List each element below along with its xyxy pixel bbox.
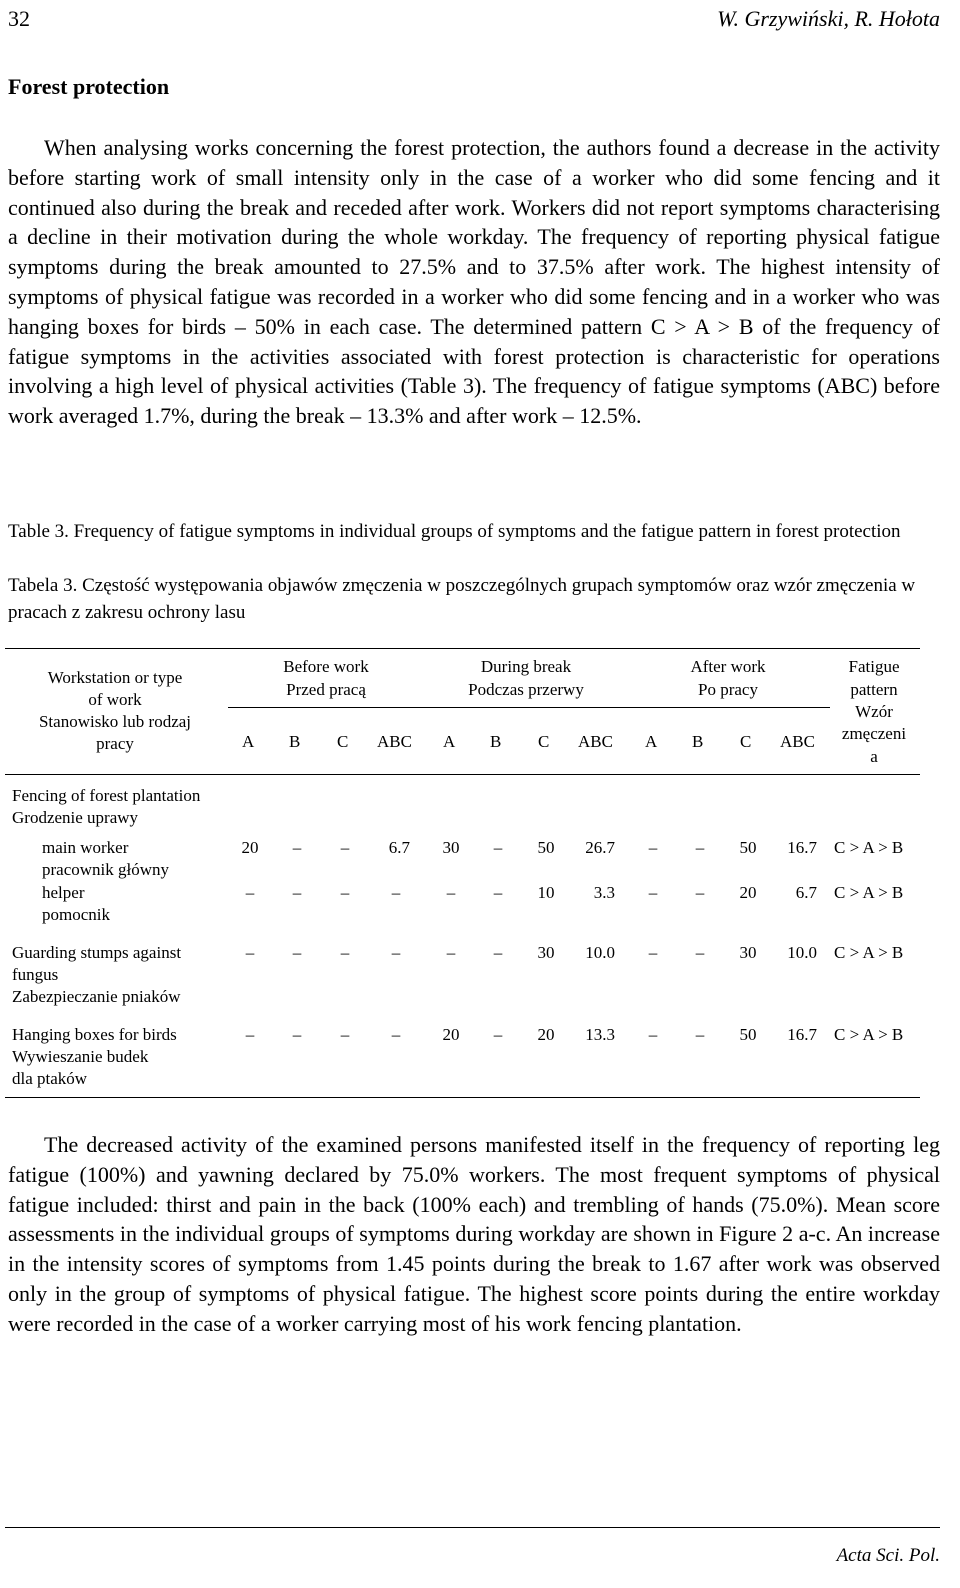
cell: 20	[537, 1025, 555, 1044]
cell: –	[292, 838, 302, 857]
journal-footer: Acta Sci. Pol.	[836, 1545, 940, 1566]
section-title: Forest protection	[8, 74, 170, 99]
cell: 10.0	[585, 943, 615, 962]
cell: 6.7	[795, 883, 817, 902]
cell: 20	[739, 883, 757, 902]
cell: 20	[241, 838, 259, 857]
cell: –	[648, 838, 658, 857]
cell: –	[695, 1025, 705, 1044]
table-caption-pl: Tabela 3. Częstość występowania objawów zmęczenia w poszczególnych grupach symptomów oraz wzór zmęczenia w pracach z zakresu ochrony lasu	[8, 575, 916, 623]
cell: –	[446, 943, 456, 962]
cell: 16.7	[787, 1025, 817, 1044]
table-top-rule	[5, 648, 920, 649]
cell: 30	[739, 943, 757, 962]
cell: 20	[442, 1025, 460, 1044]
sub-header: ABC	[377, 732, 412, 751]
cell: 50	[537, 838, 555, 857]
cell: –	[446, 883, 456, 902]
group-header-after-en: After work	[690, 657, 766, 676]
row-label: dla ptaków	[12, 1069, 88, 1088]
cell: 30	[442, 838, 460, 857]
paragraph-2: The decreased activity of the examined persons manifested itself in the frequency of reporting leg fatigue (100%) and yawning declared by 75.0% workers. The most frequent symptoms of physical fatigue included: thirst and pain in the back (100% each) and trembling of hands (75.0%). Mean score assessments in the individual groups of symptoms during workday are shown in Figure 2 a-c. An increase in the intensity scores of symptoms from 1.45 points during the break to 1.67 after work was observed only in the group of symptoms of physical fatigue. The highest score points during the entire workday were recorded in the case of a worker carrying most of his work fencing plantation.	[8, 1132, 940, 1336]
cell: –	[391, 1025, 401, 1044]
cell: 3.3	[593, 883, 615, 902]
cell-pattern: C > A > B	[834, 838, 904, 857]
row-label: main worker	[42, 838, 129, 857]
cell: –	[648, 943, 658, 962]
cell: –	[391, 883, 401, 902]
cell: –	[245, 883, 255, 902]
cell: –	[292, 943, 302, 962]
cell: –	[391, 943, 401, 962]
sub-header: C	[740, 732, 752, 751]
cell: –	[340, 943, 350, 962]
sub-header: B	[692, 732, 704, 751]
pattern-header-line: Fatigue	[848, 657, 900, 676]
cell: –	[493, 1025, 503, 1044]
group-header-after-pl: Po pracy	[698, 680, 758, 699]
table-group-rule	[228, 707, 830, 708]
row-label: pracownik główny	[42, 860, 170, 879]
section-label: Grodzenie uprawy	[12, 808, 139, 827]
footer-rule	[5, 1527, 940, 1528]
cell: –	[340, 883, 350, 902]
running-head: W. Grzywiński, R. Hołota	[717, 6, 940, 31]
sub-header: A	[443, 732, 456, 751]
row-label: helper	[42, 883, 85, 902]
pattern-header-line: Wzór	[855, 702, 893, 721]
pattern-header-line: pattern	[850, 680, 898, 699]
row-label: fungus	[12, 965, 59, 984]
cell: –	[340, 838, 350, 857]
section-label: Fencing of forest plantation	[12, 786, 201, 805]
col-header-line: pracy	[96, 734, 134, 753]
row-label: Zabezpieczanie pniaków	[12, 987, 181, 1006]
cell-pattern: C > A > B	[834, 883, 904, 902]
cell: –	[493, 943, 503, 962]
paragraph-1: When analysing works concerning the forest protection, the authors found a decrease in the activity before starting work of small intensity only in the case of a worker who did some fencing and it continued also during the break and receded after work. Workers did not report symptoms characterising a decline in their motivation during the whole workday. The frequency of reporting physical fatigue symptoms during the break amounted to 27.5% and to 37.5% after work. The highest intensity of symptoms of physical fatigue was recorded in a worker who did some fencing and in a worker who was hanging boxes for birds – 50% in each case. The determined pattern C > A > B of the frequency of fatigue symptoms in the activities associated with forest protection is characteristic for operations involving a high level of physical activities (Table 3). The frequency of fatigue symptoms (ABC) before work averaged 1.7%, during the break – 13.3% and after work – 12.5%.	[8, 135, 940, 429]
cell: –	[648, 883, 658, 902]
cell: –	[648, 1025, 658, 1044]
cell-pattern: C > A > B	[834, 1025, 904, 1044]
group-header-before-en: Before work	[283, 657, 369, 676]
table-caption-en: Table 3. Frequency of fatigue symptoms in individual groups of symptoms and the fatigue pattern in forest protection	[8, 521, 901, 542]
cell: –	[292, 883, 302, 902]
pattern-header-line: a	[870, 747, 878, 766]
cell: 50	[739, 838, 757, 857]
row-label: Guarding stumps against	[12, 943, 182, 962]
row-label: Hanging boxes for birds	[12, 1025, 177, 1044]
table-header-rule	[5, 774, 920, 775]
sub-header: B	[490, 732, 502, 751]
cell: –	[695, 838, 705, 857]
col-header-line: Workstation or type	[47, 668, 183, 687]
row-label: pomocnik	[42, 905, 110, 924]
table-bottom-rule	[5, 1097, 920, 1098]
cell-pattern: C > A > B	[834, 943, 904, 962]
col-header-line: of work	[88, 690, 142, 709]
cell: –	[493, 883, 503, 902]
cell: 50	[739, 1025, 757, 1044]
cell: 30	[537, 943, 555, 962]
sub-header: ABC	[780, 732, 815, 751]
col-header-line: Stanowisko lub rodzaj	[38, 712, 192, 731]
cell: 26.7	[585, 838, 615, 857]
cell: –	[695, 943, 705, 962]
cell: –	[245, 1025, 255, 1044]
cell: –	[695, 883, 705, 902]
pattern-header-line: zmęczeni	[841, 724, 907, 743]
sub-header: B	[289, 732, 301, 751]
page-number: 32	[8, 6, 30, 31]
cell: 10.0	[787, 943, 817, 962]
sub-header: C	[337, 732, 349, 751]
group-header-before-pl: Przed pracą	[286, 680, 366, 699]
cell: –	[340, 1025, 350, 1044]
sub-header: A	[242, 732, 255, 751]
cell: 13.3	[585, 1025, 615, 1044]
cell: –	[292, 1025, 302, 1044]
group-header-break-en: During break	[480, 657, 572, 676]
cell: 16.7	[787, 838, 817, 857]
cell: –	[493, 838, 503, 857]
cell: 10	[537, 883, 555, 902]
cell: –	[245, 943, 255, 962]
group-header-break-pl: Podczas przerwy	[468, 680, 584, 699]
sub-header: A	[645, 732, 658, 751]
cell: 6.7	[388, 838, 410, 857]
row-label: Wywieszanie budek	[12, 1047, 149, 1066]
sub-header: C	[538, 732, 550, 751]
sub-header: ABC	[578, 732, 613, 751]
